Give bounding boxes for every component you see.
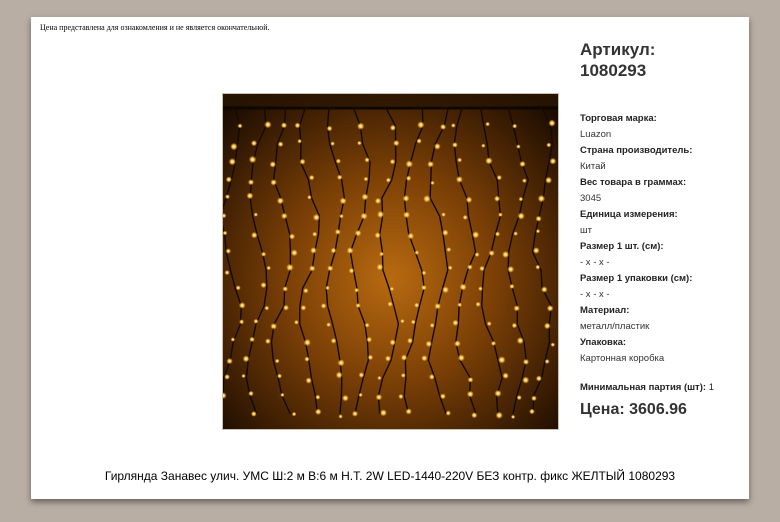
led-bulb bbox=[434, 143, 441, 150]
led-bulb bbox=[301, 305, 307, 311]
led-bulb bbox=[457, 158, 462, 163]
led-bulb bbox=[264, 306, 269, 311]
led-bulb bbox=[330, 141, 335, 146]
led-bulb bbox=[456, 176, 463, 183]
led-bulb bbox=[304, 356, 309, 361]
led-bulb bbox=[479, 266, 485, 272]
led-bulb bbox=[315, 395, 320, 400]
led-bulb bbox=[238, 123, 243, 128]
led-bulb bbox=[531, 395, 537, 401]
led-bulb bbox=[359, 372, 365, 378]
attr-label-packaging: Упаковка: bbox=[580, 337, 627, 348]
led-bulb bbox=[390, 159, 396, 165]
led-bulb bbox=[429, 374, 435, 380]
led-bulb bbox=[331, 338, 337, 344]
led-bulb bbox=[403, 211, 410, 218]
led-bulb bbox=[377, 376, 381, 380]
led-bulb bbox=[400, 319, 404, 323]
led-bulb bbox=[289, 233, 295, 239]
price: Цена: 3606.96 bbox=[580, 401, 687, 418]
led-bulb bbox=[454, 340, 461, 347]
led-bulb bbox=[467, 264, 473, 270]
led-bulb bbox=[522, 178, 527, 183]
led-bulb bbox=[281, 213, 288, 220]
led-bulb bbox=[446, 410, 451, 415]
led-bulb bbox=[489, 250, 495, 256]
led-bulb bbox=[357, 123, 364, 130]
led-bulb bbox=[249, 156, 257, 164]
attr-value-weight: 3045 bbox=[580, 193, 602, 204]
led-bulb bbox=[297, 139, 302, 144]
led-bulb bbox=[376, 394, 383, 401]
led-bulb bbox=[362, 193, 369, 200]
led-bulb bbox=[364, 157, 369, 162]
led-bulb bbox=[327, 126, 333, 132]
led-bulb bbox=[295, 122, 301, 128]
led-bulb bbox=[342, 395, 349, 402]
led-bulb bbox=[224, 374, 230, 380]
led-bulb bbox=[340, 197, 347, 204]
led-bulb bbox=[357, 141, 362, 146]
led-bulb bbox=[415, 250, 420, 255]
led-bulb bbox=[430, 181, 434, 185]
led-bulb bbox=[546, 143, 551, 148]
led-bulb bbox=[275, 359, 280, 364]
led-bulb bbox=[529, 409, 535, 415]
led-bulb bbox=[497, 175, 502, 180]
led-bulb bbox=[239, 302, 246, 309]
led-bulb bbox=[360, 213, 367, 220]
led-bulb bbox=[407, 233, 414, 240]
led-bulb bbox=[513, 231, 518, 236]
led-bulb bbox=[434, 303, 441, 310]
led-bulb bbox=[498, 356, 506, 364]
led-bulb bbox=[315, 409, 322, 416]
led-bulb bbox=[407, 338, 413, 344]
led-bulb bbox=[393, 140, 399, 146]
led-bulb bbox=[365, 323, 370, 328]
led-bulb bbox=[254, 212, 258, 216]
led-bulb bbox=[390, 287, 394, 291]
led-bulb bbox=[460, 283, 467, 290]
attr-value-material: металл/пластик bbox=[580, 321, 650, 332]
led-bulb bbox=[366, 337, 372, 343]
led-bulb bbox=[421, 285, 427, 291]
led-bulb bbox=[481, 144, 485, 148]
attr-label-unit: Единица измерения: bbox=[580, 209, 678, 220]
led-bulb bbox=[390, 339, 396, 345]
led-bulb bbox=[517, 212, 524, 219]
led-bulb bbox=[251, 232, 258, 239]
led-bulb bbox=[545, 177, 552, 184]
led-bulb bbox=[446, 247, 451, 252]
led-bulb bbox=[347, 247, 354, 254]
led-bulb bbox=[375, 198, 381, 204]
attr-label-weight: Вес товара в граммах: bbox=[580, 177, 687, 188]
led-bulb bbox=[466, 197, 473, 204]
led-bulb bbox=[270, 179, 277, 186]
product-info bbox=[580, 39, 745, 364]
led-bulb bbox=[380, 409, 387, 416]
led-bulb bbox=[430, 323, 435, 328]
led-bulb bbox=[463, 215, 468, 220]
led-bulb bbox=[517, 337, 524, 344]
led-bulb bbox=[544, 323, 551, 330]
led-bulb bbox=[523, 359, 529, 365]
led-bulb bbox=[231, 337, 236, 342]
led-bulb bbox=[507, 266, 514, 273]
led-bulb bbox=[403, 195, 410, 202]
led-bulb bbox=[379, 252, 384, 257]
led-bulb bbox=[478, 286, 483, 291]
led-bulb bbox=[253, 319, 258, 324]
led-bulb bbox=[251, 411, 257, 417]
led-bulb bbox=[310, 247, 317, 254]
led-bulb bbox=[239, 319, 244, 324]
led-bulb bbox=[386, 178, 391, 183]
led-bulb bbox=[368, 355, 374, 361]
led-bulb bbox=[283, 305, 289, 311]
min-batch-value: 1 bbox=[708, 382, 714, 393]
led-bulb bbox=[309, 265, 315, 271]
led-bulb bbox=[309, 175, 315, 181]
led-bulb bbox=[270, 161, 277, 168]
article-number: 1080293 bbox=[580, 61, 647, 80]
led-bulb bbox=[294, 320, 299, 325]
product-title: Гирлянда Занавес улич. УМС Ш:2 м В:6 м Н.Т. 2W LED-1440-220V БЕЗ контр. фикс ЖЕЛТЫЙ 1080293 bbox=[104, 469, 676, 483]
led-bulb bbox=[406, 176, 412, 182]
led-bulb bbox=[485, 157, 492, 164]
led-bulb bbox=[398, 394, 403, 399]
led-bulb bbox=[339, 214, 344, 219]
led-bulb bbox=[299, 159, 305, 165]
led-bulb bbox=[364, 177, 369, 182]
led-bulb bbox=[261, 252, 266, 257]
led-bulb bbox=[475, 252, 480, 257]
led-bulb bbox=[538, 195, 546, 203]
led-bulb bbox=[421, 355, 427, 361]
led-bulb bbox=[401, 373, 406, 378]
led-bulb bbox=[426, 341, 433, 348]
led-bulb bbox=[336, 372, 343, 379]
led-bulb bbox=[356, 303, 361, 308]
led-bulb bbox=[335, 229, 341, 235]
led-bulb bbox=[377, 211, 384, 218]
led-bulb bbox=[401, 354, 408, 361]
led-bulb bbox=[225, 194, 230, 199]
led-bulb bbox=[265, 338, 271, 344]
led-bulb bbox=[277, 374, 282, 379]
led-bulb bbox=[325, 286, 330, 291]
led-bulb bbox=[251, 140, 257, 146]
led-bulb bbox=[417, 121, 424, 128]
led-bulb bbox=[512, 323, 518, 329]
led-bulb bbox=[442, 229, 449, 236]
led-bulb bbox=[416, 138, 421, 143]
led-bulb bbox=[358, 393, 362, 397]
attr-label-material: Материал: bbox=[580, 305, 630, 316]
attr-value-packaging: Картонная коробка bbox=[580, 353, 665, 364]
led-bulb bbox=[545, 359, 550, 364]
product-sheet bbox=[31, 17, 749, 499]
led-bulb bbox=[427, 161, 434, 168]
article-label: Артикул: bbox=[580, 40, 656, 59]
led-bulb bbox=[281, 122, 287, 128]
attr-label-brand: Торговая марка: bbox=[580, 113, 657, 124]
led-bulb bbox=[313, 214, 320, 221]
led-bulb bbox=[536, 229, 540, 233]
attr-value-unit: шт bbox=[580, 225, 592, 236]
led-bulb bbox=[406, 408, 412, 414]
led-bulb bbox=[448, 265, 453, 270]
led-bulb bbox=[517, 395, 522, 400]
led-bulb bbox=[502, 251, 509, 258]
led-bulb bbox=[248, 391, 254, 397]
led-bulb bbox=[494, 390, 501, 397]
led-bulb bbox=[535, 265, 540, 270]
led-bulb bbox=[511, 415, 515, 419]
led-bulb bbox=[243, 355, 250, 362]
led-bulb bbox=[547, 305, 554, 312]
led-bulb bbox=[541, 286, 548, 293]
led-bulb bbox=[516, 144, 521, 149]
led-bulb bbox=[509, 284, 514, 289]
led-bulb bbox=[458, 354, 465, 361]
led-bulb bbox=[246, 192, 253, 199]
led-bulb bbox=[225, 270, 230, 275]
led-bulb bbox=[494, 196, 500, 202]
led-bulb bbox=[536, 375, 542, 381]
led-bulb bbox=[514, 305, 520, 311]
led-bulb bbox=[331, 248, 337, 254]
led-bulb bbox=[457, 302, 462, 307]
led-bulb bbox=[306, 377, 312, 383]
led-bulb bbox=[385, 356, 391, 362]
price-disclaimer: Цена представлена для ознакомления и не является окончательной. bbox=[40, 23, 270, 32]
min-batch bbox=[580, 382, 714, 393]
led-bulb bbox=[338, 414, 342, 418]
led-bulb bbox=[387, 301, 392, 306]
led-bulb bbox=[467, 391, 474, 398]
led-bulb bbox=[548, 120, 555, 127]
led-bulb bbox=[277, 197, 284, 204]
led-bulb bbox=[338, 359, 345, 366]
led-bulb bbox=[226, 176, 232, 182]
led-bulb bbox=[452, 320, 458, 326]
led-bulb bbox=[519, 197, 524, 202]
led-bulb bbox=[375, 232, 381, 238]
led-bulb bbox=[522, 377, 529, 384]
led-bulb bbox=[226, 248, 232, 254]
attr-value-item-size: - x - x - bbox=[580, 257, 610, 268]
led-bulb bbox=[440, 124, 446, 130]
led-bulb bbox=[355, 230, 362, 237]
led-bulb bbox=[451, 123, 456, 128]
led-bulb bbox=[406, 160, 414, 168]
attr-label-package-size: Размер 1 упаковки (см): bbox=[580, 273, 693, 284]
led-bulb bbox=[336, 159, 341, 164]
led-bulb bbox=[248, 179, 254, 185]
led-bulb bbox=[312, 232, 317, 237]
led-bulb bbox=[291, 249, 298, 256]
led-bulb bbox=[236, 285, 241, 290]
led-bulb bbox=[442, 286, 449, 293]
led-bulb bbox=[266, 266, 271, 271]
led-bulb bbox=[286, 264, 294, 272]
led-bulb bbox=[230, 143, 238, 151]
led-bulb bbox=[472, 231, 479, 238]
led-bulb bbox=[550, 158, 557, 165]
led-bulb bbox=[496, 412, 503, 419]
attributes-list bbox=[580, 111, 745, 367]
led-bulb bbox=[491, 341, 496, 346]
led-bulb bbox=[352, 411, 358, 417]
led-bulb bbox=[495, 231, 500, 236]
min-batch-label: Минимальная партия (шт): bbox=[580, 382, 707, 393]
led-bulb bbox=[471, 412, 477, 418]
attr-value-brand: Luazon bbox=[580, 129, 612, 140]
garland-image bbox=[223, 94, 558, 429]
attr-label-item-size: Размер 1 шт. (см): bbox=[580, 241, 664, 252]
led-bulb bbox=[354, 288, 359, 293]
led-bulb bbox=[536, 216, 542, 222]
led-bulb bbox=[390, 125, 396, 131]
led-bulb bbox=[270, 323, 277, 330]
led-bulb bbox=[304, 339, 311, 346]
led-bulb bbox=[377, 264, 384, 271]
led-bulb bbox=[414, 303, 419, 308]
led-bulb bbox=[349, 268, 355, 274]
led-bulb bbox=[229, 158, 236, 165]
product-photo bbox=[222, 93, 559, 430]
attr-value-package-size: - x - x - bbox=[580, 289, 610, 300]
attr-value-country: Китай bbox=[580, 161, 606, 172]
led-bulb bbox=[487, 321, 492, 326]
led-bulb bbox=[249, 337, 255, 343]
led-bulb bbox=[452, 142, 458, 148]
led-bulb bbox=[278, 141, 284, 147]
led-bulb bbox=[282, 286, 288, 292]
led-bulb bbox=[476, 302, 481, 307]
led-bulb bbox=[512, 124, 517, 129]
led-bulb bbox=[423, 195, 431, 203]
led-bulb bbox=[468, 377, 474, 383]
led-bulb bbox=[551, 342, 556, 347]
led-bulb bbox=[292, 412, 297, 417]
attr-label-country: Страна производитель: bbox=[580, 145, 693, 156]
led-bulb bbox=[303, 288, 309, 294]
led-bulb bbox=[280, 393, 284, 397]
led-bulb bbox=[337, 175, 343, 181]
led-bulb bbox=[326, 322, 331, 327]
led-bulb bbox=[411, 320, 416, 325]
led-bulb bbox=[502, 372, 509, 379]
led-bulb bbox=[241, 374, 245, 378]
led-bulb bbox=[321, 303, 327, 309]
led-bulb bbox=[533, 247, 540, 254]
led-bulb bbox=[226, 358, 232, 364]
led-bulb bbox=[440, 393, 446, 399]
led-bulb bbox=[260, 282, 266, 288]
led-bulb bbox=[485, 122, 490, 127]
led-bulb bbox=[519, 161, 525, 167]
led-bulb bbox=[422, 271, 427, 276]
led-bulb bbox=[498, 212, 503, 217]
led-bulb bbox=[307, 195, 312, 200]
led-bulb bbox=[264, 121, 271, 128]
led-bulb bbox=[327, 265, 333, 271]
led-bulb bbox=[441, 212, 446, 217]
